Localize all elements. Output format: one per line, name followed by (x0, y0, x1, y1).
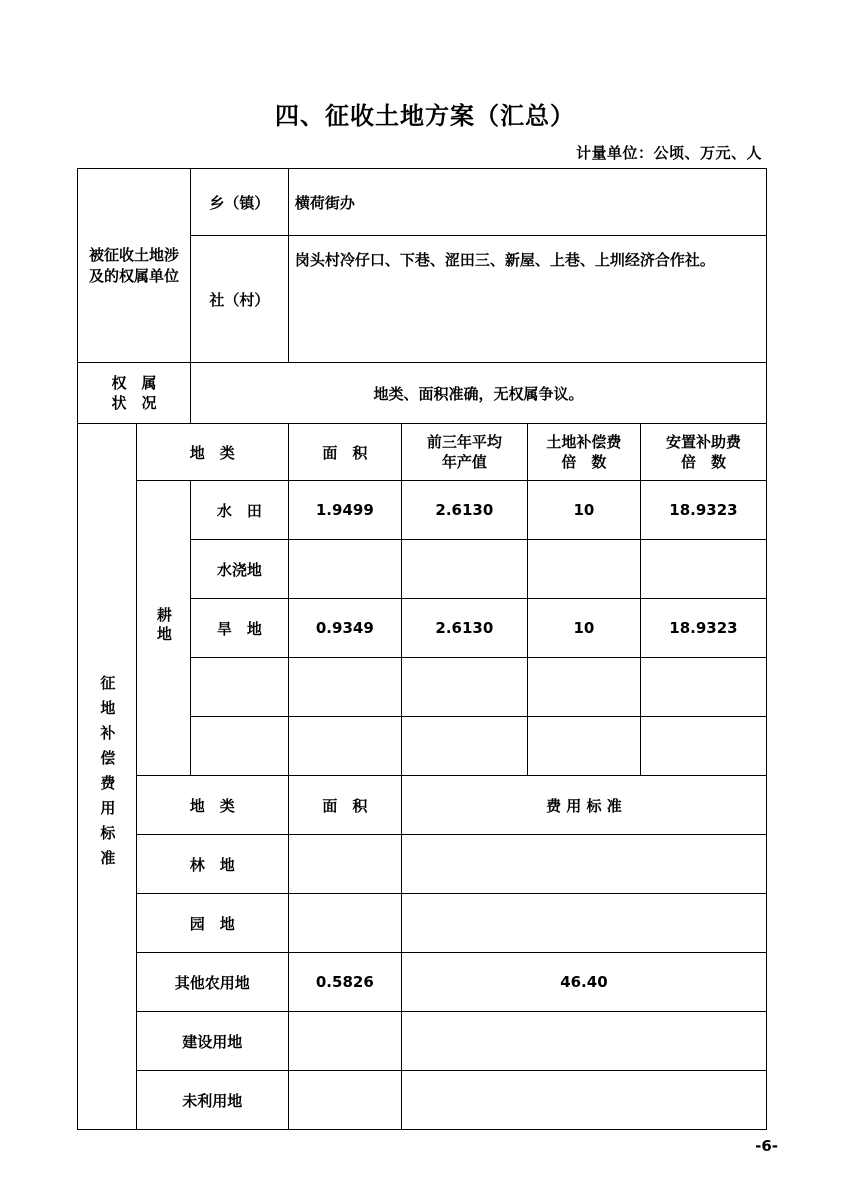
farmland-avg-yield (401, 717, 527, 776)
header-area-1: 面 积 (288, 424, 401, 481)
other-fee-standard (401, 894, 766, 953)
other-landtype: 未利用地 (136, 1071, 288, 1130)
header-resettle-multiple-line1: 安置补助费 (665, 432, 741, 451)
township-value: 横荷街办 (288, 169, 766, 236)
farmland-land-comp-multiple: 10 (527, 599, 640, 658)
table-row-township (78, 169, 767, 236)
farmland-landtype: 水浇地 (191, 540, 289, 599)
header-avg-yield-line1: 前三年平均 (426, 432, 502, 451)
other-landtype: 建设用地 (136, 1012, 288, 1071)
farmland-avg-yield: 2.6130 (401, 481, 527, 540)
owner-unit-label: 被征收土地涉及的权属单位 (78, 169, 191, 363)
compensation-standard-label: 征地补偿费用标准 (78, 424, 137, 1130)
farmland-resettle-multiple: 18.9323 (640, 599, 766, 658)
farmland-landtype (191, 717, 289, 776)
table-row-ownership-status (78, 363, 767, 424)
table-row-header-group2 (78, 776, 767, 835)
header-resettle-multiple (640, 424, 766, 481)
ownership-status-value: 地类、面积准确，无权属争议。 (191, 363, 767, 424)
table-row-header-group1 (78, 424, 767, 481)
other-landtype: 其他农用地 (136, 953, 288, 1012)
other-fee-standard: 46.40 (401, 953, 766, 1012)
farmland-area (288, 540, 401, 599)
header-land-comp-multiple-line1: 土地补偿费 (546, 432, 622, 451)
farmland-resettle-multiple: 18.9323 (640, 481, 766, 540)
farmland-area (288, 658, 401, 717)
farmland-area (288, 717, 401, 776)
header-avg-yield (401, 424, 527, 481)
table-row-other-land (78, 835, 767, 894)
farmland-avg-yield: 2.6130 (401, 599, 527, 658)
farmland-land-comp-multiple (527, 717, 640, 776)
other-fee-standard (401, 835, 766, 894)
other-area (288, 894, 401, 953)
other-fee-standard (401, 1012, 766, 1071)
page-number: -6- (755, 1137, 778, 1155)
township-label: 乡（镇） (191, 169, 289, 236)
farmland-area: 0.9349 (288, 599, 401, 658)
ownership-status-label (78, 363, 191, 424)
farmland-land-comp-multiple (527, 540, 640, 599)
other-fee-standard (401, 1071, 766, 1130)
farmland-resettle-multiple (640, 658, 766, 717)
other-landtype: 园 地 (136, 894, 288, 953)
table-row-other-land (78, 1071, 767, 1130)
farmland-area: 1.9499 (288, 481, 401, 540)
farmland-landtype: 水 田 (191, 481, 289, 540)
table-row-other-land (78, 953, 767, 1012)
table-row-farmland (78, 481, 767, 540)
ownership-status-label-line1: 权 属 (111, 373, 157, 392)
header-avg-yield-line2: 年产值 (441, 453, 487, 471)
farmland-avg-yield (401, 658, 527, 717)
table-row-other-land (78, 894, 767, 953)
header-area-2: 面 积 (288, 776, 401, 835)
other-area: 0.5826 (288, 953, 401, 1012)
other-area (288, 1012, 401, 1071)
farmland-avg-yield (401, 540, 527, 599)
farmland-landtype (191, 658, 289, 717)
header-landtype-1: 地 类 (136, 424, 288, 481)
farmland-land-comp-multiple: 10 (527, 481, 640, 540)
farmland-land-comp-multiple (527, 658, 640, 717)
village-label: 社（村） (191, 236, 289, 363)
header-fee-standard: 费 用 标 准 (401, 776, 766, 835)
farmland-landtype: 旱 地 (191, 599, 289, 658)
page-title: 四、征收土地方案（汇总） (275, 102, 575, 130)
farmland-resettle-multiple (640, 717, 766, 776)
other-area (288, 1071, 401, 1130)
farmland-group-label: 耕地 (136, 481, 190, 776)
header-land-comp-multiple (527, 424, 640, 481)
other-landtype: 林 地 (136, 835, 288, 894)
ownership-status-label-line2: 状 况 (111, 394, 157, 412)
other-area (288, 835, 401, 894)
village-value: 岗头村冷仔口、下巷、涩田三、新屋、上巷、上圳经济合作社。 (288, 236, 766, 363)
farmland-resettle-multiple (640, 540, 766, 599)
header-resettle-multiple-line2: 倍 数 (680, 453, 726, 471)
measurement-unit-note: 计量单位：公顷、万元、人 (575, 144, 762, 162)
land-acquisition-table (77, 168, 767, 1130)
header-land-comp-multiple-line2: 倍 数 (561, 453, 607, 471)
table-row-other-land (78, 1012, 767, 1071)
header-landtype-2: 地 类 (136, 776, 288, 835)
